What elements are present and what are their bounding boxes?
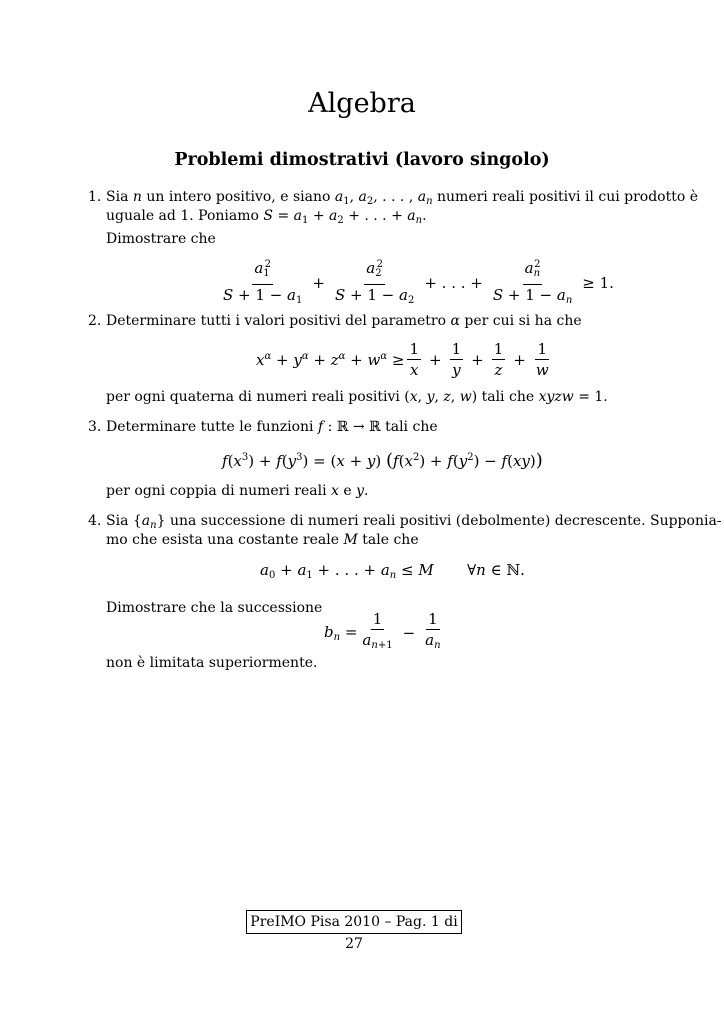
problem-4-line-4: non è limitata superiormente. [106, 655, 318, 671]
page-footer: PreIMO Pisa 2010 – Pag. 1 di 27 [246, 910, 462, 934]
problem-3-line-2: per ogni coppia di numeri reali x e y. [106, 483, 369, 499]
problem-4-line-1: Sia $\{a_n\}$ una successione di numeri reali positivi (debolmente) decrescente. Supponia- [106, 513, 722, 531]
problem-2-line-1: Determinare tutti i valori positivi del parametro α per cui si ha che [106, 313, 582, 329]
problem-1-line-2: uguale ad 1. Poniamo $S = a_1 + a_2$ + . . . + $a_n$. [106, 208, 427, 226]
problem-3-formula: $f(x^3) + f(y^3) = (x + y) (f(x^2) + f(y^2) - f(xy))$ [222, 450, 543, 471]
problem-number: 2. [88, 313, 102, 329]
problem-3-line-1: Determinare tutte le funzioni f : ℝ → ℝ tali che [106, 419, 438, 435]
page-title: Algebra [308, 88, 416, 119]
problem-2-line-2: per ogni quaterna di numeri reali positivi (x, y, z, w) tali che xyzw = 1. [106, 389, 608, 405]
problem-1-line-1: Sia n un intero positivo, e siano $a_1$, $a_2$, . . . , $a_n$ numeri reali positivi il cui prodotto è [106, 189, 699, 207]
problem-1-formula: $\frac{a_1^2}{S + 1 - a_1}$ + $\frac{a_2^2}{S + 1 - a_2}$ + . . . + $\frac{a_n^2}{S + 1 - a_n}$ ≥ 1. [218, 256, 619, 310]
problem-number: 1. [88, 189, 102, 205]
problem-4-formula-2: $b_n$ = $\frac{1}{a_{n+1}}$ − $\frac{1}{a_n}$ [324, 610, 441, 651]
problem-number: 4. [88, 513, 102, 529]
problem-1-line-3: Dimostrare che [106, 231, 216, 247]
problem-4-line-3: Dimostrare che la successione [106, 600, 323, 616]
problem-2-formula: $x^\alpha + y^\alpha + z^\alpha + w^\alpha$ ≥ $\frac{1}{x}$ + $\frac{1}{y}$ + $\frac{1}{z}$ + $\frac{1}{w}$ [256, 340, 549, 379]
problem-number: 3. [88, 419, 102, 435]
section-subtitle: Problemi dimostrativi (lavoro singolo) [174, 150, 550, 170]
problem-4-line-2: mo che esista una costante reale M tale che [106, 532, 419, 548]
problem-4-formula-1: $a_0 + a_1$ + . . . + $a_n \le M$ ∀n ∈ ℕ. [260, 561, 525, 581]
